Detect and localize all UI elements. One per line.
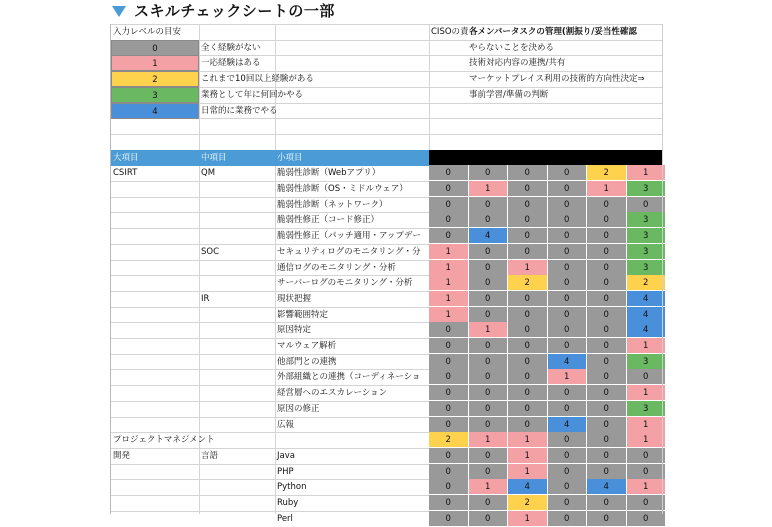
score-cell[interactable]: 0 [469,165,509,181]
score-cell[interactable]: 0 [508,228,548,244]
score-cell[interactable]: 0 [429,401,469,417]
score-cell[interactable]: 0 [508,322,548,338]
score-cell[interactable]: 0 [587,244,627,260]
score-cell[interactable]: 0 [429,181,469,197]
score-cell[interactable]: 2 [429,432,469,448]
score-cell[interactable]: 0 [587,307,627,323]
score-cell[interactable]: 3 [627,244,667,260]
score-cell[interactable]: 2 [627,275,667,291]
role-item[interactable]: 技術対応内容の連携/共有 [469,58,566,69]
score-cell[interactable]: 0 [587,322,627,338]
score-cell[interactable]: 1 [627,479,667,495]
score-cell[interactable]: 0 [469,495,509,511]
score-cell[interactable]: 0 [548,165,588,181]
score-cell[interactable]: 0 [587,197,627,213]
score-cell[interactable]: 4 [508,479,548,495]
row-minor[interactable]: 外部組織との連携（コーディネーショ [277,372,421,383]
score-cell[interactable]: 0 [548,322,588,338]
row-minor[interactable]: Java [277,450,295,461]
row-minor[interactable]: 経営層へのエスカレーション [277,388,388,399]
score-cell[interactable]: 0 [587,354,627,370]
score-header-bar [429,150,663,166]
section-title [112,0,335,20]
score-cell[interactable]: 4 [469,228,509,244]
score-cell[interactable]: 0 [429,417,469,433]
score-cell[interactable]: 0 [429,511,469,527]
legend-level-4[interactable]: 4 [111,103,199,119]
score-cell[interactable]: 0 [429,495,469,511]
score-cell[interactable]: 0 [627,464,667,480]
score-cell[interactable]: 0 [587,511,627,527]
row-middle[interactable]: QM [201,168,216,179]
score-cell[interactable]: 1 [627,338,667,354]
score-cell[interactable]: 0 [548,260,588,276]
row-major[interactable]: プロジェクトマネジメント [113,435,215,446]
score-cell[interactable]: 0 [587,385,627,401]
row-minor[interactable]: Perl [277,513,293,524]
score-cell[interactable]: 1 [508,448,548,464]
score-cell[interactable]: 1 [469,432,509,448]
score-cell[interactable]: 4 [627,307,667,323]
legend-header[interactable]: 入力レベルの目安 [113,27,182,37]
row-major[interactable]: 開発 [113,450,131,461]
score-cell[interactable]: 0 [469,354,509,370]
score-cell[interactable]: 0 [587,212,627,228]
score-cell[interactable]: 0 [469,385,509,401]
score-cell[interactable]: 0 [548,432,588,448]
role-header[interactable]: 各メンバータスクの管理(割振り/妥当性確認 [469,27,637,37]
score-cell[interactable]: 0 [548,212,588,228]
score-cell[interactable]: 0 [548,448,588,464]
score-cell[interactable]: 0 [469,291,509,307]
score-cell[interactable]: 1 [587,181,627,197]
legend-level-3[interactable]: 3 [111,87,199,103]
score-cell[interactable]: 0 [508,212,548,228]
legend-level-2[interactable]: 2 [111,71,199,87]
row-minor[interactable]: 広報 [277,419,295,430]
row-middle[interactable]: IR [201,293,210,304]
score-cell[interactable]: 1 [548,369,588,385]
score-cell[interactable]: 1 [469,181,509,197]
row-minor[interactable]: Python [277,482,307,493]
score-cell[interactable]: 0 [429,322,469,338]
score-cell[interactable]: 0 [548,181,588,197]
score-cell[interactable]: 0 [469,275,509,291]
score-cell[interactable]: 0 [627,197,667,213]
score-cell[interactable]: 0 [508,291,548,307]
score-cell[interactable]: 0 [429,212,469,228]
legend-label-1[interactable]: 一応経験はある [201,58,261,69]
score-cell[interactable]: 2 [508,495,548,511]
score-cell[interactable]: 0 [508,385,548,401]
score-cell[interactable]: 3 [627,401,667,417]
score-cell[interactable]: 0 [469,197,509,213]
score-cell[interactable]: 4 [587,479,627,495]
score-cell[interactable]: 0 [508,401,548,417]
score-cell[interactable]: 1 [429,307,469,323]
score-cell[interactable]: 0 [587,291,627,307]
column-header-major[interactable]: 大項目 [111,150,199,166]
score-cell[interactable]: 0 [587,417,627,433]
score-cell[interactable]: 0 [429,354,469,370]
role-item[interactable]: 事前学習/準備の判断 [469,89,549,100]
score-cell[interactable]: 1 [627,385,667,401]
score-cell[interactable]: 3 [627,354,667,370]
row-minor[interactable]: 脆弱性修正（コード修正） [277,215,380,226]
score-cell[interactable]: 0 [469,401,509,417]
score-cell[interactable]: 0 [508,307,548,323]
score-cell[interactable]: 0 [469,212,509,228]
score-cell[interactable]: 0 [469,464,509,480]
row-minor[interactable]: 脆弱性診断（ネットワーク） [277,199,388,210]
score-cell[interactable]: 0 [587,275,627,291]
row-minor[interactable]: 通信ログのモニタリング・分析 [277,262,396,273]
score-cell[interactable]: 0 [587,495,627,511]
row-minor[interactable]: Ruby [277,498,299,508]
score-cell[interactable]: 0 [469,338,509,354]
legend-label-2[interactable]: これまで10回以上経験がある [201,74,314,85]
score-cell[interactable]: 3 [627,228,667,244]
score-cell[interactable]: 1 [627,165,667,181]
score-cell[interactable]: 1 [469,479,509,495]
score-cell[interactable]: 0 [587,369,627,385]
score-cell[interactable]: 0 [429,464,469,480]
score-cell[interactable]: 3 [627,260,667,276]
legend-label-4[interactable]: 日常的に業務でやる [201,105,278,116]
score-cell[interactable]: 0 [627,511,667,527]
row-minor[interactable]: 原因特定 [277,325,312,336]
row-major[interactable]: CSIRT [113,168,138,179]
score-cell[interactable]: 2 [508,275,548,291]
score-cell[interactable]: 0 [429,197,469,213]
score-cell[interactable]: 3 [627,212,667,228]
score-cell[interactable]: 0 [508,338,548,354]
legend-label-0[interactable]: 全く経験がない [201,42,261,53]
score-cell[interactable]: 4 [627,291,667,307]
score-cell[interactable]: 0 [508,181,548,197]
section-title-text: スキルチェックシートの一部 [134,1,335,20]
score-cell[interactable]: 0 [548,228,588,244]
row-minor[interactable]: PHP [277,466,294,477]
score-cell[interactable]: 0 [627,448,667,464]
score-cell[interactable]: 0 [429,165,469,181]
score-cell[interactable]: 4 [548,354,588,370]
score-cell[interactable]: 0 [548,275,588,291]
role-item[interactable]: やらないことを決める [469,42,555,53]
score-cell[interactable]: 0 [548,244,588,260]
score-cell[interactable]: 1 [429,260,469,276]
score-cell[interactable]: 1 [508,511,548,527]
row-minor[interactable]: マルウェア解析 [277,341,337,351]
score-cell[interactable]: 0 [587,260,627,276]
score-cell[interactable]: 0 [469,260,509,276]
column-header-middle[interactable]: 中項目 [199,150,275,166]
score-cell[interactable]: 0 [548,291,588,307]
score-cell[interactable]: 0 [548,307,588,323]
score-cell[interactable]: 1 [627,417,667,433]
row-minor[interactable]: 脆弱性診断（OS・ミドルウェア） [277,184,408,194]
triangle-bullet-icon [112,6,126,17]
score-cell[interactable]: 0 [548,479,588,495]
score-cell[interactable]: 0 [508,165,548,181]
score-cell[interactable]: 0 [548,495,588,511]
score-cell[interactable]: 0 [548,385,588,401]
score-cell[interactable]: 3 [627,181,667,197]
score-cell[interactable]: 4 [548,417,588,433]
role-header-prefix[interactable]: CISOの責 [431,27,469,37]
score-cell[interactable]: 1 [469,322,509,338]
score-cell[interactable]: 1 [508,260,548,276]
score-cell[interactable]: 0 [469,369,509,385]
row-middle[interactable]: SOC [201,246,220,257]
row-minor[interactable]: 脆弱性修正（パッチ適用・アップデー [277,231,421,242]
score-cell[interactable]: 0 [508,417,548,433]
score-cell[interactable]: 0 [548,401,588,417]
score-cell[interactable]: 0 [508,244,548,260]
legend-level-1[interactable]: 1 [111,55,199,71]
score-cell[interactable]: 0 [469,511,509,527]
legend-level-0[interactable]: 0 [111,40,199,56]
score-cell[interactable]: 0 [548,511,588,527]
score-cell[interactable]: 0 [548,464,588,480]
score-cell[interactable]: 0 [587,228,627,244]
score-cell[interactable]: 0 [548,197,588,213]
score-cell[interactable]: 0 [587,448,627,464]
score-cell[interactable]: 0 [429,228,469,244]
score-cell[interactable]: 0 [429,338,469,354]
score-cell[interactable]: 0 [429,448,469,464]
row-minor[interactable]: 現状把握 [277,293,312,304]
score-cell[interactable]: 4 [627,322,667,338]
row-minor[interactable]: 脆弱性診断（Webアプリ） [277,168,381,179]
column-header-minor[interactable]: 小項目 [275,150,429,166]
score-cell[interactable]: 1 [508,432,548,448]
score-cell[interactable]: 0 [587,401,627,417]
sheet-right-edge [662,24,663,514]
score-cell[interactable]: 0 [627,369,667,385]
score-cell[interactable]: 0 [508,354,548,370]
score-cell[interactable]: 0 [587,464,627,480]
row-middle[interactable]: 言語 [201,450,219,461]
score-cell[interactable]: 1 [429,244,469,260]
score-cell[interactable]: 0 [627,495,667,511]
score-cell[interactable]: 0 [469,417,509,433]
score-cell[interactable]: 0 [469,244,509,260]
score-cell[interactable]: 0 [587,338,627,354]
legend-label-3[interactable]: 業務として年に何回かやる [201,89,304,100]
score-cell[interactable]: 0 [429,385,469,401]
score-cell[interactable]: 0 [548,338,588,354]
score-cell[interactable]: 0 [508,197,548,213]
score-cell[interactable]: 0 [469,307,509,323]
score-cell[interactable]: 1 [429,291,469,307]
score-cell[interactable]: 0 [508,369,548,385]
spreadsheet[interactable] [110,24,663,524]
score-cell[interactable]: 0 [469,448,509,464]
score-cell[interactable]: 1 [429,275,469,291]
grid-line [111,134,663,135]
row-minor[interactable]: 影響範囲特定 [277,309,329,320]
score-cell[interactable]: 1 [508,464,548,480]
row-minor[interactable]: 原因の修正 [277,403,320,414]
score-cell[interactable]: 2 [587,165,627,181]
score-cell[interactable]: 0 [429,369,469,385]
role-item[interactable]: マーケットプレイス利用の技術的方向性決定⇒ [469,74,645,85]
score-cell[interactable]: 1 [627,432,667,448]
score-cell[interactable]: 0 [587,432,627,448]
score-cell[interactable]: 0 [429,479,469,495]
row-minor[interactable]: 他部門との連携 [277,356,337,367]
row-minor[interactable]: セキュリティログのモニタリング・分 [277,246,421,257]
row-minor[interactable]: サーバーログのモニタリング・分析 [277,278,413,289]
